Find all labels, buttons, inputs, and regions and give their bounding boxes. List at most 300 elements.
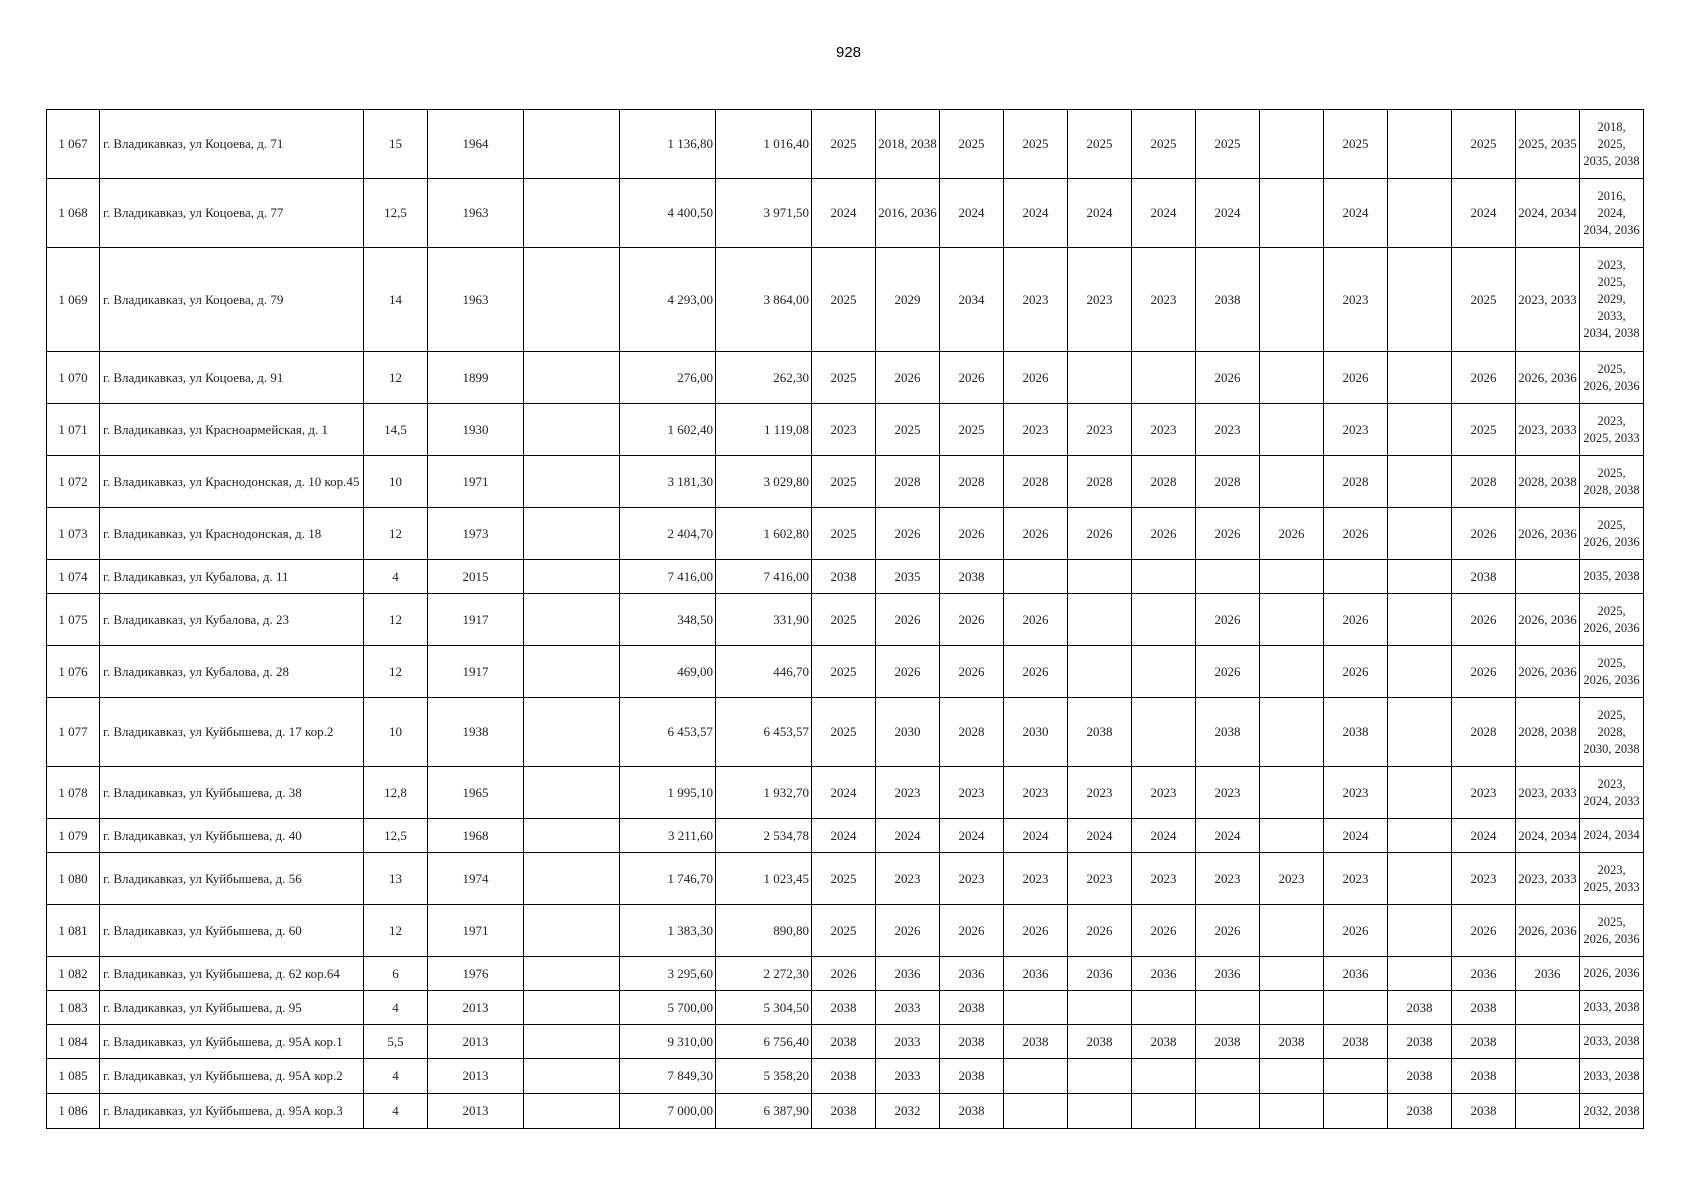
cell-c3: 15 [364, 110, 428, 179]
cell-area1: 1 602,40 [620, 404, 716, 456]
cell-y4: 2023 [1004, 767, 1068, 819]
cell-y2: 2032 [876, 1094, 940, 1129]
cell-y5: 2023 [1068, 404, 1132, 456]
cell-y8 [1260, 404, 1324, 456]
cell-y9: 2026 [1324, 905, 1388, 957]
cell-y7: 2038 [1196, 698, 1260, 767]
cell-c5 [524, 352, 620, 404]
cell-y4: 2023 [1004, 853, 1068, 905]
cell-c5 [524, 508, 620, 560]
cell-y12: 2024, 2034 [1516, 819, 1580, 853]
cell-y9: 2038 [1324, 1025, 1388, 1059]
table-row [47, 560, 1644, 594]
cell-address: г. Владикавказ, ул Куйбышева, д. 95А кор.3 [100, 1094, 364, 1129]
cell-y13: 2033, 2038 [1580, 1059, 1644, 1094]
cell-address: г. Владикавказ, ул Куйбышева, д. 17 кор.2 [100, 698, 364, 767]
cell-y11: 2026 [1452, 508, 1516, 560]
cell-y12: 2023, 2033 [1516, 853, 1580, 905]
cell-y13: 2026, 2036 [1580, 957, 1644, 991]
cell-y9: 2023 [1324, 853, 1388, 905]
cell-y11: 2024 [1452, 179, 1516, 248]
cell-y3: 2026 [940, 646, 1004, 698]
cell-y6: 2023 [1132, 767, 1196, 819]
cell-y4 [1004, 1059, 1068, 1094]
cell-y7: 2023 [1196, 853, 1260, 905]
cell-y3: 2038 [940, 560, 1004, 594]
cell-y10 [1388, 508, 1452, 560]
cell-y10: 2038 [1388, 1094, 1452, 1129]
cell-address: г. Владикавказ, ул Куйбышева, д. 38 [100, 767, 364, 819]
cell-y1: 2025 [812, 853, 876, 905]
cell-y9: 2023 [1324, 404, 1388, 456]
cell-y1: 2023 [812, 404, 876, 456]
cell-y6 [1132, 560, 1196, 594]
cell-c5 [524, 1059, 620, 1094]
cell-number: 1 077 [47, 698, 100, 767]
cell-number: 1 079 [47, 819, 100, 853]
cell-y7: 2028 [1196, 456, 1260, 508]
cell-y5: 2028 [1068, 456, 1132, 508]
cell-area2: 5 304,50 [716, 991, 812, 1025]
cell-y5: 2026 [1068, 905, 1132, 957]
cell-c3: 12,5 [364, 819, 428, 853]
cell-area1: 1 995,10 [620, 767, 716, 819]
cell-y10 [1388, 248, 1452, 352]
cell-y6: 2026 [1132, 905, 1196, 957]
cell-y13: 2033, 2038 [1580, 1025, 1644, 1059]
cell-y11: 2038 [1452, 1025, 1516, 1059]
cell-y5 [1068, 352, 1132, 404]
cell-c5 [524, 456, 620, 508]
cell-c3: 12 [364, 352, 428, 404]
table-row [47, 179, 1644, 248]
table-row [47, 110, 1644, 179]
cell-y1: 2038 [812, 991, 876, 1025]
cell-c3: 10 [364, 456, 428, 508]
cell-c5 [524, 1094, 620, 1129]
cell-y7 [1196, 1094, 1260, 1129]
cell-y13: 2018, 2025, 2035, 2038 [1580, 110, 1644, 179]
cell-y2: 2016, 2036 [876, 179, 940, 248]
cell-y13: 2025, 2026, 2036 [1580, 594, 1644, 646]
cell-y8 [1260, 352, 1324, 404]
cell-y9: 2026 [1324, 508, 1388, 560]
cell-y12: 2036 [1516, 957, 1580, 991]
table-row [47, 594, 1644, 646]
cell-y4: 2023 [1004, 248, 1068, 352]
cell-y7 [1196, 1059, 1260, 1094]
cell-y10 [1388, 560, 1452, 594]
cell-number: 1 080 [47, 853, 100, 905]
cell-y1: 2025 [812, 110, 876, 179]
cell-area2: 6 453,57 [716, 698, 812, 767]
cell-address: г. Владикавказ, ул Коцоева, д. 77 [100, 179, 364, 248]
cell-y9 [1324, 991, 1388, 1025]
table-row [47, 646, 1644, 698]
table-row [47, 508, 1644, 560]
cell-number: 1 086 [47, 1094, 100, 1129]
cell-area2: 262,30 [716, 352, 812, 404]
table-row [47, 404, 1644, 456]
cell-y8 [1260, 991, 1324, 1025]
cell-year: 1974 [428, 853, 524, 905]
cell-area1: 276,00 [620, 352, 716, 404]
cell-y5 [1068, 1094, 1132, 1129]
cell-y5: 2038 [1068, 698, 1132, 767]
cell-y4: 2026 [1004, 646, 1068, 698]
table-row [47, 819, 1644, 853]
cell-y10 [1388, 646, 1452, 698]
cell-y12 [1516, 1025, 1580, 1059]
cell-address: г. Владикавказ, ул Куйбышева, д. 95А кор.2 [100, 1059, 364, 1094]
cell-y6 [1132, 352, 1196, 404]
cell-y12: 2026, 2036 [1516, 646, 1580, 698]
cell-y3: 2036 [940, 957, 1004, 991]
cell-area1: 3 295,60 [620, 957, 716, 991]
cell-y10: 2038 [1388, 991, 1452, 1025]
cell-y5: 2023 [1068, 248, 1132, 352]
cell-y3: 2038 [940, 1025, 1004, 1059]
cell-area2: 1 023,45 [716, 853, 812, 905]
cell-number: 1 073 [47, 508, 100, 560]
cell-y4: 2026 [1004, 594, 1068, 646]
cell-number: 1 076 [47, 646, 100, 698]
cell-y3: 2038 [940, 991, 1004, 1025]
cell-area1: 4 400,50 [620, 179, 716, 248]
cell-y10 [1388, 819, 1452, 853]
cell-area1: 1 136,80 [620, 110, 716, 179]
cell-y13: 2023, 2025, 2033 [1580, 853, 1644, 905]
cell-y1: 2025 [812, 646, 876, 698]
cell-number: 1 072 [47, 456, 100, 508]
cell-y1: 2025 [812, 698, 876, 767]
cell-c5 [524, 957, 620, 991]
cell-y13: 2025, 2026, 2036 [1580, 905, 1644, 957]
cell-y10 [1388, 110, 1452, 179]
cell-y4: 2030 [1004, 698, 1068, 767]
cell-y5 [1068, 1059, 1132, 1094]
cell-y6 [1132, 991, 1196, 1025]
cell-area2: 2 272,30 [716, 957, 812, 991]
cell-y6: 2025 [1132, 110, 1196, 179]
cell-y11: 2028 [1452, 456, 1516, 508]
table-row [47, 698, 1644, 767]
cell-y10: 2038 [1388, 1025, 1452, 1059]
cell-y11: 2025 [1452, 248, 1516, 352]
cell-y13: 2025, 2026, 2036 [1580, 352, 1644, 404]
cell-y2: 2026 [876, 508, 940, 560]
cell-y9: 2026 [1324, 352, 1388, 404]
cell-area2: 3 864,00 [716, 248, 812, 352]
cell-year: 1976 [428, 957, 524, 991]
cell-y12: 2025, 2035 [1516, 110, 1580, 179]
cell-y8 [1260, 698, 1324, 767]
cell-y9: 2025 [1324, 110, 1388, 179]
cell-area1: 7 849,30 [620, 1059, 716, 1094]
cell-c5 [524, 767, 620, 819]
cell-y11: 2025 [1452, 110, 1516, 179]
cell-c5 [524, 110, 620, 179]
cell-y13: 2023, 2025, 2029, 2033, 2034, 2038 [1580, 248, 1644, 352]
cell-y9: 2024 [1324, 819, 1388, 853]
cell-y2: 2026 [876, 352, 940, 404]
cell-y7 [1196, 991, 1260, 1025]
cell-address: г. Владикавказ, ул Куйбышева, д. 95А кор.1 [100, 1025, 364, 1059]
cell-y11: 2028 [1452, 698, 1516, 767]
cell-y6: 2036 [1132, 957, 1196, 991]
cell-area1: 469,00 [620, 646, 716, 698]
cell-y3: 2025 [940, 110, 1004, 179]
cell-number: 1 074 [47, 560, 100, 594]
cell-area1: 9 310,00 [620, 1025, 716, 1059]
table-row [47, 352, 1644, 404]
cell-y12: 2023, 2033 [1516, 767, 1580, 819]
cell-y8 [1260, 179, 1324, 248]
cell-y4: 2038 [1004, 1025, 1068, 1059]
cell-y3: 2023 [940, 767, 1004, 819]
cell-area1: 348,50 [620, 594, 716, 646]
cell-y4: 2036 [1004, 957, 1068, 991]
cell-y1: 2025 [812, 248, 876, 352]
cell-y9: 2026 [1324, 646, 1388, 698]
cell-y9: 2026 [1324, 594, 1388, 646]
cell-y5: 2026 [1068, 508, 1132, 560]
cell-y12 [1516, 1059, 1580, 1094]
cell-area1: 5 700,00 [620, 991, 716, 1025]
cell-y1: 2025 [812, 905, 876, 957]
cell-area1: 7 416,00 [620, 560, 716, 594]
cell-y8 [1260, 905, 1324, 957]
cell-y8 [1260, 767, 1324, 819]
table-row [47, 991, 1644, 1025]
cell-year: 1964 [428, 110, 524, 179]
housing-table [46, 109, 1644, 1129]
cell-y8 [1260, 248, 1324, 352]
cell-c5 [524, 179, 620, 248]
cell-c5 [524, 698, 620, 767]
cell-address: г. Владикавказ, ул Кубалова, д. 28 [100, 646, 364, 698]
cell-c3: 4 [364, 560, 428, 594]
cell-y12: 2024, 2034 [1516, 179, 1580, 248]
cell-y7: 2024 [1196, 179, 1260, 248]
cell-y7: 2026 [1196, 646, 1260, 698]
cell-y11: 2026 [1452, 905, 1516, 957]
cell-y11: 2023 [1452, 767, 1516, 819]
cell-area2: 1 119,08 [716, 404, 812, 456]
cell-y6 [1132, 646, 1196, 698]
cell-y12: 2026, 2036 [1516, 352, 1580, 404]
cell-y2: 2026 [876, 905, 940, 957]
cell-area1: 1 383,30 [620, 905, 716, 957]
cell-c3: 12,5 [364, 179, 428, 248]
cell-address: г. Владикавказ, ул Куйбышева, д. 56 [100, 853, 364, 905]
cell-y12 [1516, 560, 1580, 594]
cell-area2: 331,90 [716, 594, 812, 646]
cell-y11: 2038 [1452, 560, 1516, 594]
cell-y10 [1388, 853, 1452, 905]
cell-y13: 2032, 2038 [1580, 1094, 1644, 1129]
cell-y8 [1260, 819, 1324, 853]
cell-y2: 2030 [876, 698, 940, 767]
cell-year: 1930 [428, 404, 524, 456]
cell-c5 [524, 905, 620, 957]
cell-y11: 2038 [1452, 1094, 1516, 1129]
cell-area2: 1 602,80 [716, 508, 812, 560]
cell-c3: 12 [364, 508, 428, 560]
cell-y6: 2028 [1132, 456, 1196, 508]
cell-y13: 2033, 2038 [1580, 991, 1644, 1025]
table-row [47, 853, 1644, 905]
cell-y3: 2028 [940, 456, 1004, 508]
cell-address: г. Владикавказ, ул Коцоева, д. 79 [100, 248, 364, 352]
cell-c3: 4 [364, 1059, 428, 1094]
cell-y1: 2025 [812, 508, 876, 560]
cell-y4: 2024 [1004, 819, 1068, 853]
cell-c5 [524, 1025, 620, 1059]
cell-y13: 2025, 2026, 2036 [1580, 508, 1644, 560]
cell-y13: 2023, 2025, 2033 [1580, 404, 1644, 456]
cell-y12: 2023, 2033 [1516, 404, 1580, 456]
cell-year: 1973 [428, 508, 524, 560]
cell-c3: 12 [364, 646, 428, 698]
table-row [47, 1059, 1644, 1094]
cell-y7: 2036 [1196, 957, 1260, 991]
cell-y13: 2023, 2024, 2033 [1580, 767, 1644, 819]
cell-y5 [1068, 991, 1132, 1025]
cell-y7: 2023 [1196, 767, 1260, 819]
cell-area2: 7 416,00 [716, 560, 812, 594]
cell-year: 2013 [428, 1025, 524, 1059]
cell-y10 [1388, 905, 1452, 957]
cell-y8 [1260, 594, 1324, 646]
cell-y1: 2024 [812, 819, 876, 853]
cell-y4: 2023 [1004, 404, 1068, 456]
cell-y3: 2026 [940, 508, 1004, 560]
cell-y12: 2026, 2036 [1516, 905, 1580, 957]
cell-number: 1 078 [47, 767, 100, 819]
cell-c3: 13 [364, 853, 428, 905]
cell-y10 [1388, 957, 1452, 991]
cell-y6 [1132, 1059, 1196, 1094]
cell-y4: 2026 [1004, 508, 1068, 560]
cell-y3: 2025 [940, 404, 1004, 456]
cell-year: 1971 [428, 905, 524, 957]
cell-y3: 2026 [940, 594, 1004, 646]
cell-y7: 2038 [1196, 1025, 1260, 1059]
cell-y1: 2038 [812, 1025, 876, 1059]
cell-y9: 2038 [1324, 698, 1388, 767]
cell-y3: 2028 [940, 698, 1004, 767]
cell-y3: 2034 [940, 248, 1004, 352]
cell-y3: 2038 [940, 1059, 1004, 1094]
cell-area1: 1 746,70 [620, 853, 716, 905]
cell-y2: 2036 [876, 957, 940, 991]
cell-c5 [524, 594, 620, 646]
cell-y9: 2028 [1324, 456, 1388, 508]
cell-number: 1 068 [47, 179, 100, 248]
cell-y10 [1388, 404, 1452, 456]
cell-y3: 2023 [940, 853, 1004, 905]
cell-y6: 2026 [1132, 508, 1196, 560]
cell-c3: 12 [364, 905, 428, 957]
cell-year: 1938 [428, 698, 524, 767]
cell-area1: 7 000,00 [620, 1094, 716, 1129]
cell-address: г. Владикавказ, ул Кубалова, д. 23 [100, 594, 364, 646]
cell-area2: 2 534,78 [716, 819, 812, 853]
cell-year: 2013 [428, 1059, 524, 1094]
table-row [47, 1094, 1644, 1129]
cell-y3: 2024 [940, 179, 1004, 248]
cell-y10 [1388, 179, 1452, 248]
cell-y1: 2024 [812, 767, 876, 819]
cell-c5 [524, 248, 620, 352]
cell-area1: 3 211,60 [620, 819, 716, 853]
cell-y1: 2024 [812, 179, 876, 248]
cell-y4 [1004, 991, 1068, 1025]
cell-c3: 12 [364, 594, 428, 646]
cell-y13: 2035, 2038 [1580, 560, 1644, 594]
cell-y5 [1068, 646, 1132, 698]
cell-y2: 2033 [876, 1059, 940, 1094]
cell-y13: 2025, 2028, 2030, 2038 [1580, 698, 1644, 767]
cell-y2: 2026 [876, 594, 940, 646]
cell-y8: 2026 [1260, 508, 1324, 560]
cell-c5 [524, 646, 620, 698]
cell-y2: 2033 [876, 1025, 940, 1059]
cell-y13: 2025, 2028, 2038 [1580, 456, 1644, 508]
cell-year: 1917 [428, 594, 524, 646]
cell-y13: 2024, 2034 [1580, 819, 1644, 853]
cell-y4: 2026 [1004, 352, 1068, 404]
cell-address: г. Владикавказ, ул Кубалова, д. 11 [100, 560, 364, 594]
cell-c5 [524, 404, 620, 456]
cell-area1: 6 453,57 [620, 698, 716, 767]
cell-y11: 2024 [1452, 819, 1516, 853]
table-row [47, 957, 1644, 991]
cell-y12: 2028, 2038 [1516, 456, 1580, 508]
cell-y2: 2029 [876, 248, 940, 352]
cell-y12: 2028, 2038 [1516, 698, 1580, 767]
cell-y1: 2038 [812, 1094, 876, 1129]
cell-address: г. Владикавказ, ул Коцоева, д. 71 [100, 110, 364, 179]
cell-y5 [1068, 594, 1132, 646]
cell-area2: 6 387,90 [716, 1094, 812, 1129]
table-row [47, 767, 1644, 819]
cell-y8: 2038 [1260, 1025, 1324, 1059]
cell-y8 [1260, 1059, 1324, 1094]
cell-c5 [524, 853, 620, 905]
cell-y10 [1388, 594, 1452, 646]
cell-y2: 2025 [876, 404, 940, 456]
cell-number: 1 082 [47, 957, 100, 991]
cell-y3: 2024 [940, 819, 1004, 853]
cell-y9: 2036 [1324, 957, 1388, 991]
cell-y7: 2024 [1196, 819, 1260, 853]
cell-area1: 3 181,30 [620, 456, 716, 508]
cell-y11: 2038 [1452, 991, 1516, 1025]
cell-y10 [1388, 767, 1452, 819]
cell-number: 1 070 [47, 352, 100, 404]
cell-y11: 2038 [1452, 1059, 1516, 1094]
table-row [47, 456, 1644, 508]
cell-year: 2013 [428, 1094, 524, 1129]
cell-y6: 2024 [1132, 179, 1196, 248]
cell-y1: 2025 [812, 456, 876, 508]
cell-y6: 2038 [1132, 1025, 1196, 1059]
cell-number: 1 083 [47, 991, 100, 1025]
cell-address: г. Владикавказ, ул Красноармейская, д. 1 [100, 404, 364, 456]
cell-c5 [524, 560, 620, 594]
